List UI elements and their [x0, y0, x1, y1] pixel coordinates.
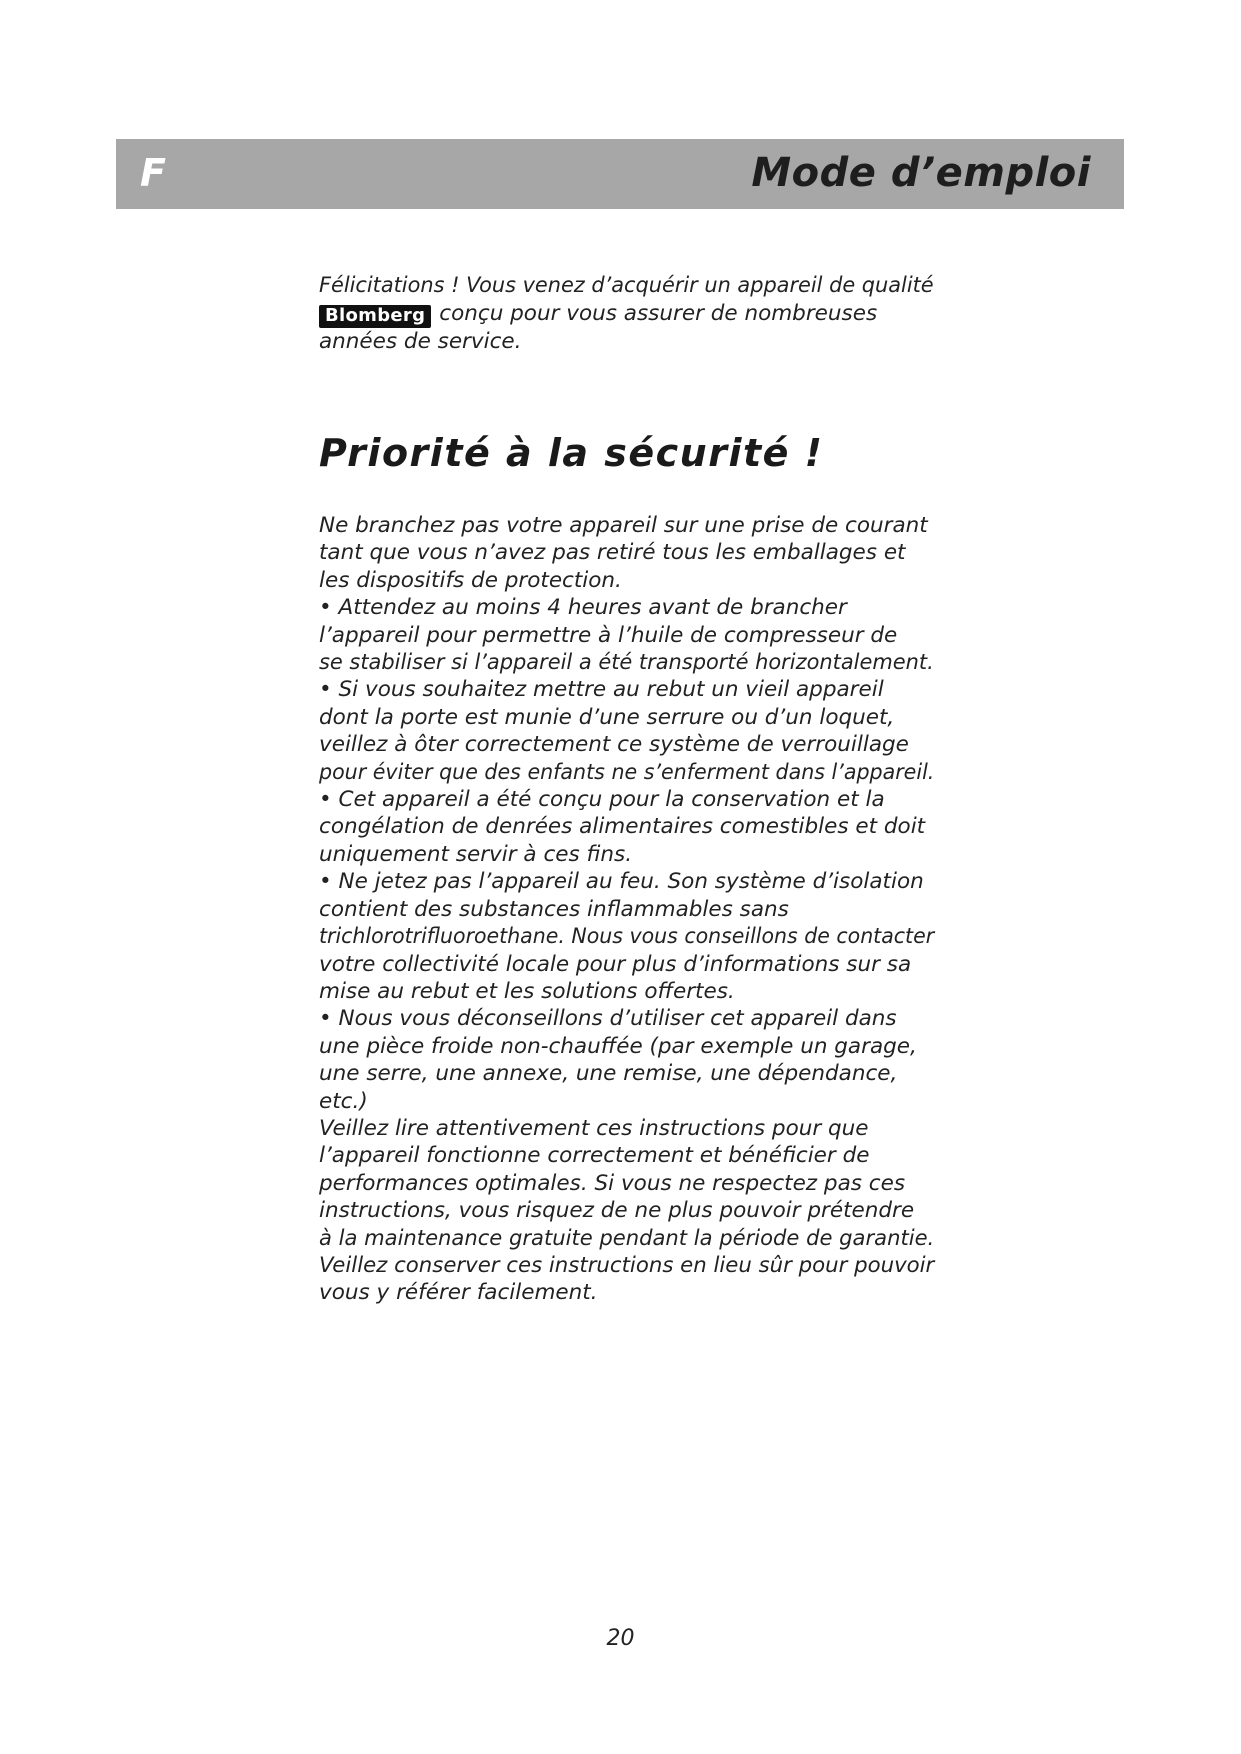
- text-line: etc.): [319, 1088, 368, 1114]
- text-line: dont la porte est munie d’une serrure ou d’un loquet,: [319, 704, 895, 730]
- text-line: à la maintenance gratuite pendant la période de garantie.: [319, 1225, 935, 1251]
- text-line: Veillez conserver ces instructions en lieu sûr pour pouvoir: [319, 1252, 935, 1278]
- text-line: votre collectivité locale pour plus d’informations sur sa: [319, 951, 912, 977]
- intro-line: années de service.: [319, 329, 522, 354]
- text-line: se stabiliser si l’appareil a été transporté horizontalement.: [319, 650, 934, 676]
- text-line: l’appareil fonctionne correctement et bénéficier de: [319, 1143, 870, 1169]
- text-line: • Cet appareil a été conçu pour la conservation et la: [319, 787, 885, 813]
- page-number: 20: [606, 1626, 635, 1651]
- header-bar: [116, 139, 1124, 209]
- section-heading: Priorité à la sécurité !: [319, 431, 824, 475]
- text-line: • Attendez au moins 4 heures avant de brancher: [319, 595, 847, 621]
- text-line: une pièce froide non-chauffée (par exemple un garage,: [319, 1033, 917, 1059]
- text-line: instructions, vous risquez de ne plus pouvoir prétendre: [319, 1198, 915, 1224]
- text-line: l’appareil pour permettre à l’huile de compresseur de: [319, 622, 898, 648]
- text-line: mise au rebut et les solutions offertes.: [319, 978, 735, 1004]
- page-title: Mode d’emploi: [751, 150, 1091, 196]
- text-line: tant que vous n’avez pas retiré tous les emballages et: [319, 540, 906, 566]
- text-line: uniquement servir à ces fins.: [319, 841, 633, 867]
- safety-text: [319, 512, 934, 1307]
- intro-line-text: conçu pour vous assurer de nombreuses: [439, 301, 878, 326]
- text-line: les dispositifs de protection.: [319, 567, 622, 593]
- intro-line: [319, 300, 934, 328]
- text-line: trichlorotrifluoroethane. Nous vous conseillons de contacter: [319, 924, 935, 950]
- text-line: Veillez lire attentivement ces instructions pour que: [319, 1115, 869, 1141]
- brand-logo: Blomberg: [319, 305, 431, 328]
- text-line: congélation de denrées alimentaires comestibles et doit: [319, 814, 926, 840]
- text-line: • Si vous souhaitez mettre au rebut un vieil appareil: [319, 677, 884, 703]
- intro-paragraph: [319, 272, 934, 356]
- text-line: • Ne jetez pas l’appareil au feu. Son système d’isolation: [319, 869, 924, 895]
- text-line: contient des substances inflammables sans: [319, 896, 789, 922]
- text-line: performances optimales. Si vous ne respectez pas ces: [319, 1170, 906, 1196]
- text-line: vous y référer facilement.: [319, 1280, 598, 1306]
- text-line: veillez à ôter correctement ce système de verrouillage: [319, 732, 909, 758]
- intro-line: Félicitations ! Vous venez d’acquérir un appareil de qualité: [319, 273, 934, 298]
- section-letter: F: [140, 151, 166, 195]
- text-line: Ne branchez pas votre appareil sur une prise de courant: [319, 513, 928, 538]
- text-line: • Nous vous déconseillons d’utiliser cet appareil dans: [319, 1006, 897, 1032]
- text-line: une serre, une annexe, une remise, une dépendance,: [319, 1061, 898, 1087]
- text-line: pour éviter que des enfants ne s’enferment dans l’appareil.: [319, 759, 935, 785]
